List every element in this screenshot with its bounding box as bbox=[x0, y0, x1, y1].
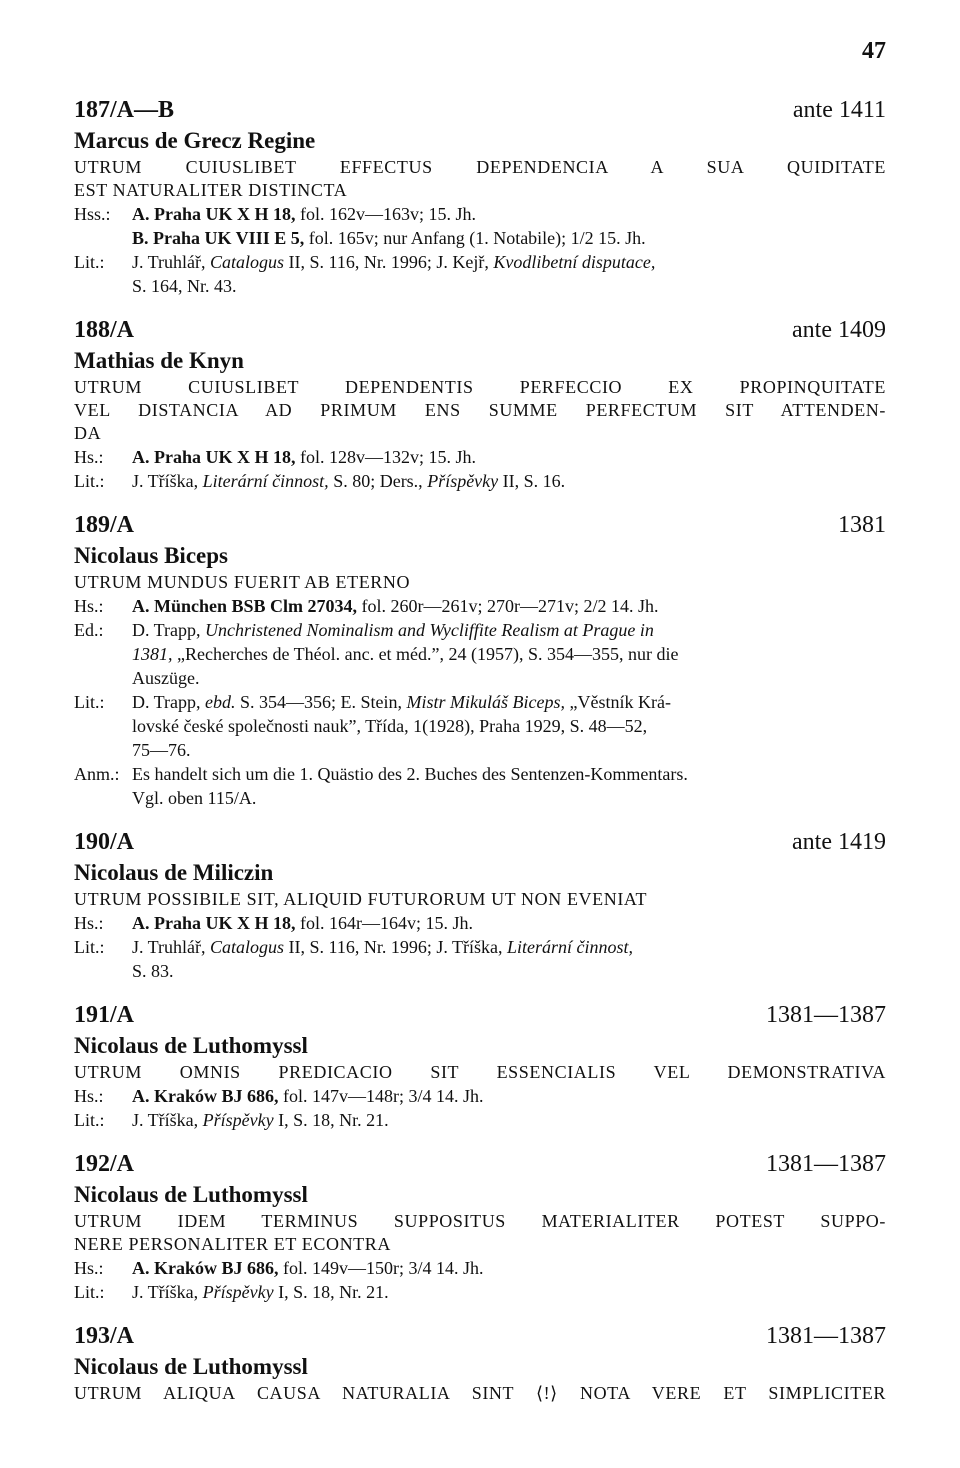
entry-header bbox=[74, 509, 886, 541]
entry-title-line: NERE PERSONALITER ET ECONTRA bbox=[74, 1234, 391, 1254]
lit-detail: S. 354—356; E. Stein, bbox=[240, 692, 403, 712]
lit-work: Catalogus bbox=[210, 252, 285, 272]
note-text: Es handelt sich um die 1. Quästio des 2. Buches des Sentenzen-Kommentars. bbox=[132, 764, 688, 784]
manuscript-detail: fol. 147v—148r; 3/4 14. Jh. bbox=[283, 1086, 484, 1106]
entry-date: 1381 bbox=[838, 512, 886, 538]
manuscript-prefix: A. bbox=[132, 204, 150, 224]
entry-header bbox=[74, 1320, 886, 1352]
entry-author: Marcus de Grecz Regine bbox=[74, 128, 316, 153]
edition-row bbox=[74, 618, 886, 690]
lit-detail: 75—76. bbox=[132, 740, 191, 760]
entry-list bbox=[74, 94, 886, 1421]
manuscript-library: München BSB Clm 27034, bbox=[154, 596, 358, 616]
literature-row bbox=[74, 1280, 886, 1304]
lit-work: Příspěvky bbox=[202, 1110, 274, 1130]
lit-work: Kvodlibetní disputace, bbox=[493, 252, 656, 272]
entry-id: 190/A bbox=[74, 829, 134, 855]
note-text: Vgl. oben 115/A. bbox=[132, 788, 257, 808]
manuscript-library: Kraków BJ 686, bbox=[154, 1086, 279, 1106]
ed-detail: Auszüge. bbox=[132, 668, 200, 688]
ed-work: Unchristened Nominalism and Wycliffite Realism at Prague in bbox=[205, 620, 654, 640]
manuscript-detail: fol. 128v—132v; 15. Jh. bbox=[300, 447, 477, 467]
entry-header bbox=[74, 1148, 886, 1180]
entry-190 bbox=[74, 826, 886, 983]
entry-title-line: UTRUM CUIUSLIBET DEPENDENTIS PERFECCIO EX PROPINQUITATE bbox=[74, 377, 886, 397]
entry-id: 187/A—B bbox=[74, 97, 175, 123]
literature-row bbox=[74, 690, 886, 762]
entry-author: Nicolaus de Miliczin bbox=[74, 860, 274, 885]
manuscript-library: Praha UK X H 18, bbox=[154, 204, 296, 224]
ed-detail: „Recherches de Théol. anc. et méd.”, 24 (1957), S. 354—355, nur die bbox=[177, 644, 679, 664]
lit-author: D. Trapp, bbox=[132, 692, 201, 712]
entry-date: ante 1409 bbox=[792, 317, 886, 343]
literature-row bbox=[74, 1108, 886, 1132]
lit-work: Příspěvky bbox=[202, 1282, 274, 1302]
entry-id: 192/A bbox=[74, 1151, 134, 1177]
entry-title-line: UTRUM OMNIS PREDICACIO SIT ESSENCIALIS VEL DEMONSTRATIVA bbox=[74, 1062, 886, 1082]
entry-title-line: UTRUM CUIUSLIBET EFFECTUS DEPENDENCIA A SUA QUIDITATE bbox=[74, 157, 886, 177]
manuscript-row bbox=[74, 1084, 886, 1108]
lit-detail: S. 83. bbox=[132, 961, 174, 981]
entry-193 bbox=[74, 1320, 886, 1405]
entry-title-line: VEL DISTANCIA AD PRIMUM ENS SUMME PERFECTUM SIT ATTENDEN- bbox=[74, 400, 886, 420]
literature-row bbox=[74, 935, 886, 983]
entry-header bbox=[74, 826, 886, 858]
entry-title-line: EST NATURALITER DISTINCTA bbox=[74, 180, 348, 200]
manuscript-library: Praha UK VIII E 5, bbox=[153, 228, 305, 248]
lit-author: J. Truhlář, bbox=[132, 252, 206, 272]
literature-label: Lit.: bbox=[74, 692, 105, 712]
manuscripts-label: Hss.: bbox=[74, 204, 111, 224]
entry-id: 189/A bbox=[74, 512, 134, 538]
lit-detail: I, S. 18, Nr. 21. bbox=[278, 1282, 389, 1302]
entry-header bbox=[74, 999, 886, 1031]
lit-detail: II, S. 16. bbox=[502, 471, 566, 491]
entry-author: Nicolaus de Luthomyssl bbox=[74, 1354, 308, 1379]
manuscript-detail: fol. 260r—261v; 270r—271v; 2/2 14. Jh. bbox=[361, 596, 659, 616]
entry-date: 1381—1387 bbox=[766, 1002, 886, 1028]
entry-187 bbox=[74, 94, 886, 298]
manuscript-row bbox=[74, 911, 886, 935]
note-row bbox=[74, 762, 886, 810]
lit-work: ebd. bbox=[205, 692, 236, 712]
manuscript-row bbox=[74, 594, 886, 618]
entry-author: Nicolaus de Luthomyssl bbox=[74, 1182, 308, 1207]
lit-author: J. Tříška, bbox=[132, 471, 199, 491]
literature-label: Lit.: bbox=[74, 937, 105, 957]
manuscript-row bbox=[74, 1256, 886, 1280]
entry-title-line: UTRUM POSSIBILE SIT, ALIQUID FUTURORUM UT NON EVENIAT bbox=[74, 889, 648, 909]
manuscript-prefix: A. bbox=[132, 596, 150, 616]
manuscript-library: Kraków BJ 686, bbox=[154, 1258, 279, 1278]
entry-date: 1381—1387 bbox=[766, 1323, 886, 1349]
manuscript-label: Hs.: bbox=[74, 596, 104, 616]
entry-191 bbox=[74, 999, 886, 1132]
literature-label: Lit.: bbox=[74, 471, 105, 491]
lit-work: Catalogus bbox=[210, 937, 285, 957]
lit-detail: S. 164, Nr. 43. bbox=[132, 276, 237, 296]
manuscript-row bbox=[74, 445, 886, 469]
manuscript-label: Hs.: bbox=[74, 913, 104, 933]
ed-work: 1381, bbox=[132, 644, 173, 664]
manuscript-prefix: A. bbox=[132, 913, 150, 933]
lit-work: Literární činnost, bbox=[202, 471, 329, 491]
manuscript-detail: fol. 165v; nur Anfang (1. Notabile); 1/2 15. Jh. bbox=[308, 228, 646, 248]
manuscript-detail: fol. 162v—163v; 15. Jh. bbox=[300, 204, 477, 224]
lit-detail: II, S. 116, Nr. 1996; J. Kejř, bbox=[288, 252, 489, 272]
lit-author: J. Truhlář, bbox=[132, 937, 206, 957]
manuscript-prefix: A. bbox=[132, 447, 150, 467]
lit-detail: II, S. 116, Nr. 1996; J. Tříška, bbox=[288, 937, 503, 957]
lit-detail: „Věstník Krá- bbox=[569, 692, 671, 712]
literature-label: Lit.: bbox=[74, 1282, 105, 1302]
lit-author: J. Tříška, bbox=[132, 1110, 199, 1130]
lit-work: Mistr Mikuláš Biceps, bbox=[406, 692, 566, 712]
edition-label: Ed.: bbox=[74, 620, 104, 640]
lit-work: Příspěvky bbox=[427, 471, 499, 491]
entry-192 bbox=[74, 1148, 886, 1304]
lit-detail: I, S. 18, Nr. 21. bbox=[278, 1110, 389, 1130]
manuscript-prefix: B. bbox=[132, 228, 149, 248]
note-label: Anm.: bbox=[74, 764, 120, 784]
lit-detail: lovské české společnosti nauk”, Třída, 1(1928), Praha 1929, S. 48—52, bbox=[132, 716, 648, 736]
manuscript-prefix: A. bbox=[132, 1086, 150, 1106]
manuscript-prefix: A. bbox=[132, 1258, 150, 1278]
entry-date: 1381—1387 bbox=[766, 1151, 886, 1177]
entry-title-line: UTRUM ALIQUA CAUSA NATURALIA SINT ⟨!⟩ NOTA VERE ET SIMPLICITER bbox=[74, 1383, 886, 1403]
entry-date: ante 1411 bbox=[792, 97, 886, 123]
lit-detail: S. 80; Ders., bbox=[333, 471, 423, 491]
manuscript-detail: fol. 149v—150r; 3/4 14. Jh. bbox=[283, 1258, 484, 1278]
entry-author: Nicolaus Biceps bbox=[74, 543, 228, 568]
entry-header bbox=[74, 94, 886, 126]
lit-work: Literární činnost, bbox=[507, 937, 634, 957]
literature-label: Lit.: bbox=[74, 1110, 105, 1130]
manuscript-library: Praha UK X H 18, bbox=[154, 447, 296, 467]
ed-author: D. Trapp, bbox=[132, 620, 201, 640]
literature-row bbox=[74, 469, 886, 493]
literature-row bbox=[74, 250, 886, 298]
manuscript-label: Hs.: bbox=[74, 447, 104, 467]
entry-title-line: UTRUM IDEM TERMINUS SUPPOSITUS MATERIALITER POTEST SUPPO- bbox=[74, 1211, 886, 1231]
entry-header bbox=[74, 314, 886, 346]
entry-author: Mathias de Knyn bbox=[74, 348, 244, 373]
entry-id: 193/A bbox=[74, 1323, 134, 1349]
entry-id: 191/A bbox=[74, 1002, 134, 1028]
manuscripts-row bbox=[74, 202, 886, 250]
page-number: 47 bbox=[862, 38, 886, 64]
entry-188 bbox=[74, 314, 886, 493]
entry-date: ante 1419 bbox=[792, 829, 886, 855]
literature-label: Lit.: bbox=[74, 252, 105, 272]
lit-author: J. Tříška, bbox=[132, 1282, 199, 1302]
manuscript-library: Praha UK X H 18, bbox=[154, 913, 296, 933]
entry-id: 188/A bbox=[74, 317, 134, 343]
manuscript-label: Hs.: bbox=[74, 1258, 104, 1278]
entry-author: Nicolaus de Luthomyssl bbox=[74, 1033, 308, 1058]
entry-title-line: DA bbox=[74, 423, 102, 443]
entry-189 bbox=[74, 509, 886, 810]
manuscript-detail: fol. 164r—164v; 15. Jh. bbox=[300, 913, 473, 933]
entry-title-line: UTRUM MUNDUS FUERIT AB ETERNO bbox=[74, 572, 411, 592]
manuscript-label: Hs.: bbox=[74, 1086, 104, 1106]
